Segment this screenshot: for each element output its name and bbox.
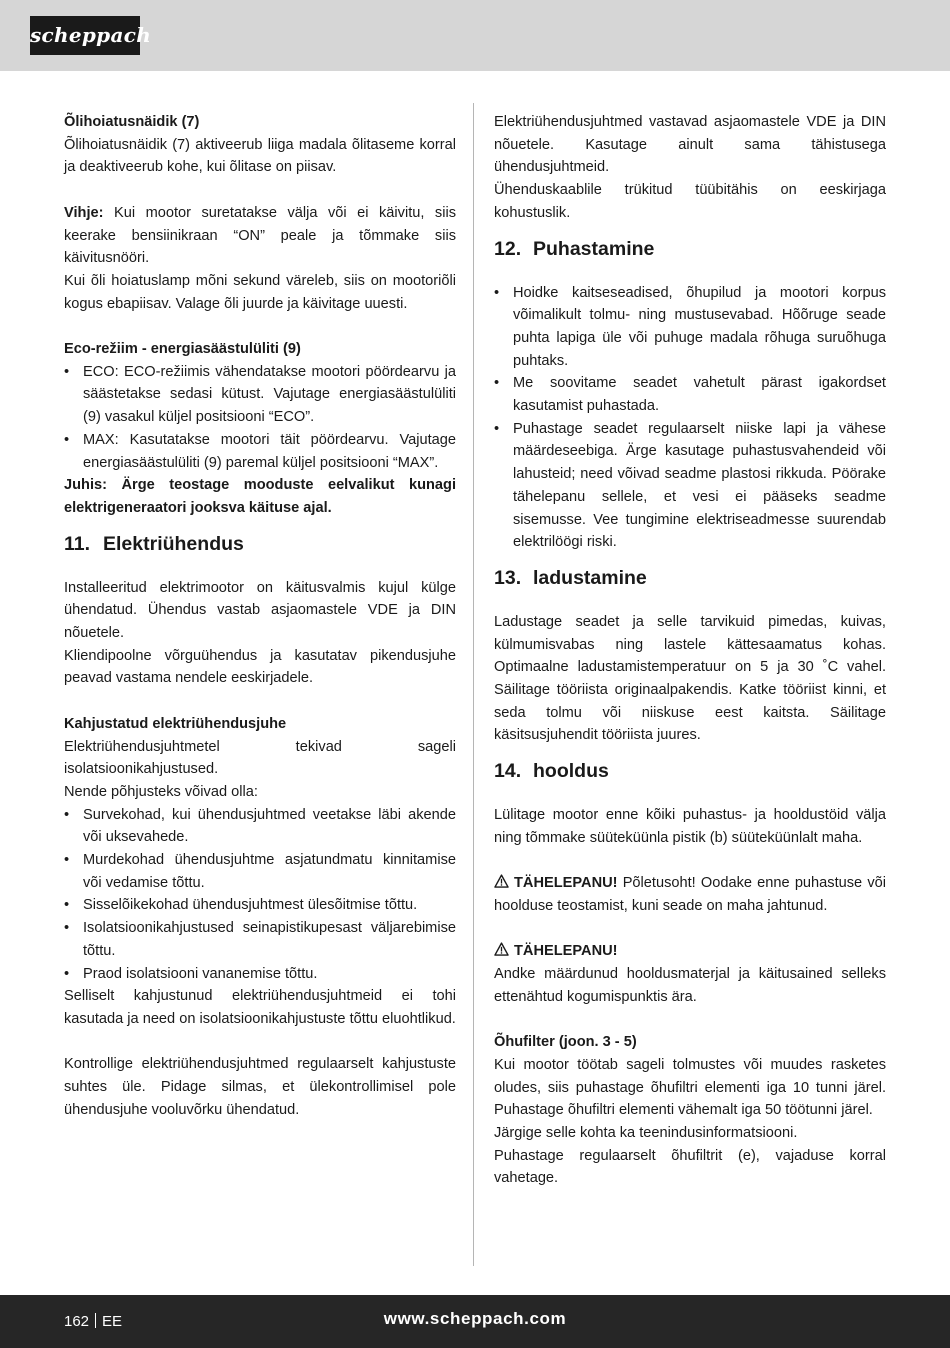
section-number: 12. (494, 237, 522, 260)
left-column (64, 111, 456, 1121)
section-11-p1: Installeeritud elektrimootor on käitusvalmis kujul külge ühendatud. Ühendus vastab asjaomastele VDE ja DIN nõuetele. (64, 579, 456, 642)
air-filter-p1: Kui mootor töötab sageli tolmustes või muudes rasketes oludes, siis puhastage õhufiltri elementi iga 10 tunni järel. Puhastage õhufiltri elementi vähemalt iga 50 töötunni järel. (494, 1056, 886, 1119)
section-14-heading (494, 759, 886, 783)
section-title: hooldus (533, 760, 609, 783)
list-item: • Me soovitame seadet vahetult pärast igakordset kasutamist puhastada. (494, 372, 886, 417)
damaged-cable-p1: Elektriühendusjuhtmetel tekivad sageli isolatsioonikahjustused. (64, 738, 456, 778)
warning-text: Põletusoht! Oodake enne puhastuse või hoolduse teostamist, kuni seade on maha jahtunud. (494, 875, 886, 914)
list-item: • Praod isolatsiooni vananemise tõttu. (64, 963, 456, 986)
note-paragraph (64, 202, 456, 270)
list-item: • Isolatsioonikahjustused seinapistikupesast väljarebimise tõttu. (64, 917, 456, 962)
column-divider (473, 103, 474, 1266)
cable-continued-p1: Elektriühendusjuhtmed vastavad asjaomastele VDE ja DIN nõuetele. Kasutage ainult sama tähistusega ühendusjuhtmeid. (494, 114, 886, 176)
cleaning-list (494, 282, 886, 554)
section-11-heading (64, 532, 456, 556)
section-number: 11. (64, 532, 91, 555)
eco-mode-title: Eco-režiim - energiasäästulüliti (9) (64, 341, 301, 357)
page-number-value: 162 (64, 1313, 90, 1330)
list-item: • Survekohad, kui ühendusjuhtmed veetakse läbi akende või uksevahede. (64, 804, 456, 849)
page-header (0, 0, 950, 71)
section-number: 13. (494, 566, 522, 589)
warning-triangle-icon (494, 942, 509, 956)
eco-mode-list (64, 361, 456, 475)
section-number: 14. (494, 760, 522, 783)
damaged-cable-p3: Selliselt kahjustunud elektriühendusjuhtmeid ei tohi kasutada ja need on isolatsioonikahjustuste tõttu eluohtlikud. (64, 988, 456, 1027)
air-filter-title: Õhufilter (joon. 3 - 5) (494, 1034, 637, 1051)
section-12-heading (494, 237, 886, 261)
list-item: • ECO: ECO-režiimis vähendatakse mootori pöördearvu ja säästetakse sedasi kütust. Vajutage energiasäästulüliti (9) vasakul küljel positsiooni “ECO”. (64, 361, 456, 429)
damaged-cable-title: Kahjustatud elektriühendusjuhe (64, 715, 287, 732)
warning-2-text: Andke määrdunud hooldusmaterjal ja käitusained selleks ettenähtud kogumispunktis ära. (494, 966, 886, 1005)
oil-warning-title: Õlihoiatusnäidik (7) (64, 114, 200, 130)
storage-text: Ladustage seadet ja selle tarvikuid pimedas, kuivas, külmumisvabas ning lastele kättesaamatus kohas. Optimaalne ladustamistemperatuur on 5 ja 30 ˚C vahel. Säilitage tööriista originaalpakendis. Katke tööriist kinni, et seda tolmu või niiskuse eest kaitsta. Säilitage käsitsusjuhendit tööriista juures. (494, 613, 886, 744)
warning-1 (494, 872, 886, 917)
section-title: Puhastamine (533, 237, 655, 260)
maintenance-p1: Lülitage mootor enne kõiki puhastus- ja hooldustöid välja ning tõmmake süüteküünla pistik (b) süüteküünlalt maha. (494, 807, 886, 846)
list-item: • Murdekohad ühendusjuhtme asjatundmatu kinnitamise või vedamise tõttu. (64, 849, 456, 894)
list-item: • Puhastage seadet regulaarselt niiske lapi ja vähese määrdeseebiga. Ärge kasutage puhastusvahendeid või lahusteid; need võivad seadme plastosi rikkuda. Pöörake tähelepanu sellele, et vesi ei pääseks seadme sisemusse. Vee tungimine elektriseadmesse suurendab elektrilöögi riski. (494, 418, 886, 554)
right-column (494, 111, 886, 1190)
section-13-heading (494, 566, 886, 590)
note-label: Vihje: (64, 204, 104, 221)
warning-2 (494, 940, 886, 963)
warning-triangle-icon (494, 874, 509, 888)
air-filter-p3: Puhastage regulaarselt õhufiltrit (e), vajaduse korral vahetage. (494, 1147, 886, 1187)
section-11-p2: Kliendipoolne võrguühendus ja kasutatav pikendusjuhe peavad vastama nendele eeskirjadele. (64, 647, 456, 687)
language-code: EE (102, 1313, 123, 1330)
damaged-cable-list (64, 804, 456, 986)
website-url: www.scheppach.com (383, 1309, 567, 1328)
damaged-cable-p4: Kontrollige elektriühendusjuhtmed regulaarselt kahjustuste suhtes üle. Pidage silmas, et ülekontrollimisel pole ühendusjuhe vooluvõrku ühendatud. (64, 1056, 456, 1118)
section-title: ladustamine (533, 566, 647, 589)
cable-continued-p2: Ühenduskaablile trükitud tüübitähis on eeskirjaga kohustuslik. (494, 182, 886, 221)
note-text-2: Kui õli hoiatuslamp mõni sekund väreleb, siis on mootoriõli kogus ebapiisav. Valage õli juurde ja käivitage uuesti. (64, 272, 456, 312)
brand-logo-text: scheppach (30, 23, 152, 47)
warning-label: TÄHELEPANU! (514, 875, 618, 892)
page-footer (0, 1295, 950, 1348)
oil-warning-text: Õlihoiatusnäidik (7) aktiveerub liiga madala õlitaseme korral ja deaktiveerub kohe, kui õlitase on piisav. (64, 136, 456, 176)
warning-label: TÄHELEPANU! (514, 943, 618, 960)
brand-logo (30, 16, 152, 55)
list-item: • Sisselõikekohad ühendusjuhtmest ülesõitmise tõttu. (64, 894, 456, 917)
note-text: Kui mootor suretatakse välja või ei käivitu, siis keerake bensiinikraan “ON” peale ja tõmmake siis käivitusnööri. (64, 204, 456, 267)
list-item: • MAX: Kasutatakse mootori täit pöördearvu. Vajutage energiasäästulüliti (9) paremal küljel positsiooni “MAX”. (64, 429, 456, 474)
eco-mode-warning: Juhis: Ärge teostage mooduste eelvalikut kunagi elektrigeneraatori jooksva käituse ajal. (64, 477, 456, 516)
section-title: Elektriühendus (103, 532, 244, 555)
air-filter-p2: Järgige selle kohta ka teenindusinformatsiooni. (494, 1124, 798, 1141)
damaged-cable-p2: Nende põhjusteks võivad olla: (64, 783, 258, 800)
list-item: • Hoidke kaitseseadised, õhupilud ja mootori korpus võimalikult tolmu- ning mustusevabad. Hõõruge seade puhta lapiga üle või puhuge madala rõhuga suruõhuga puhtaks. (494, 282, 886, 373)
